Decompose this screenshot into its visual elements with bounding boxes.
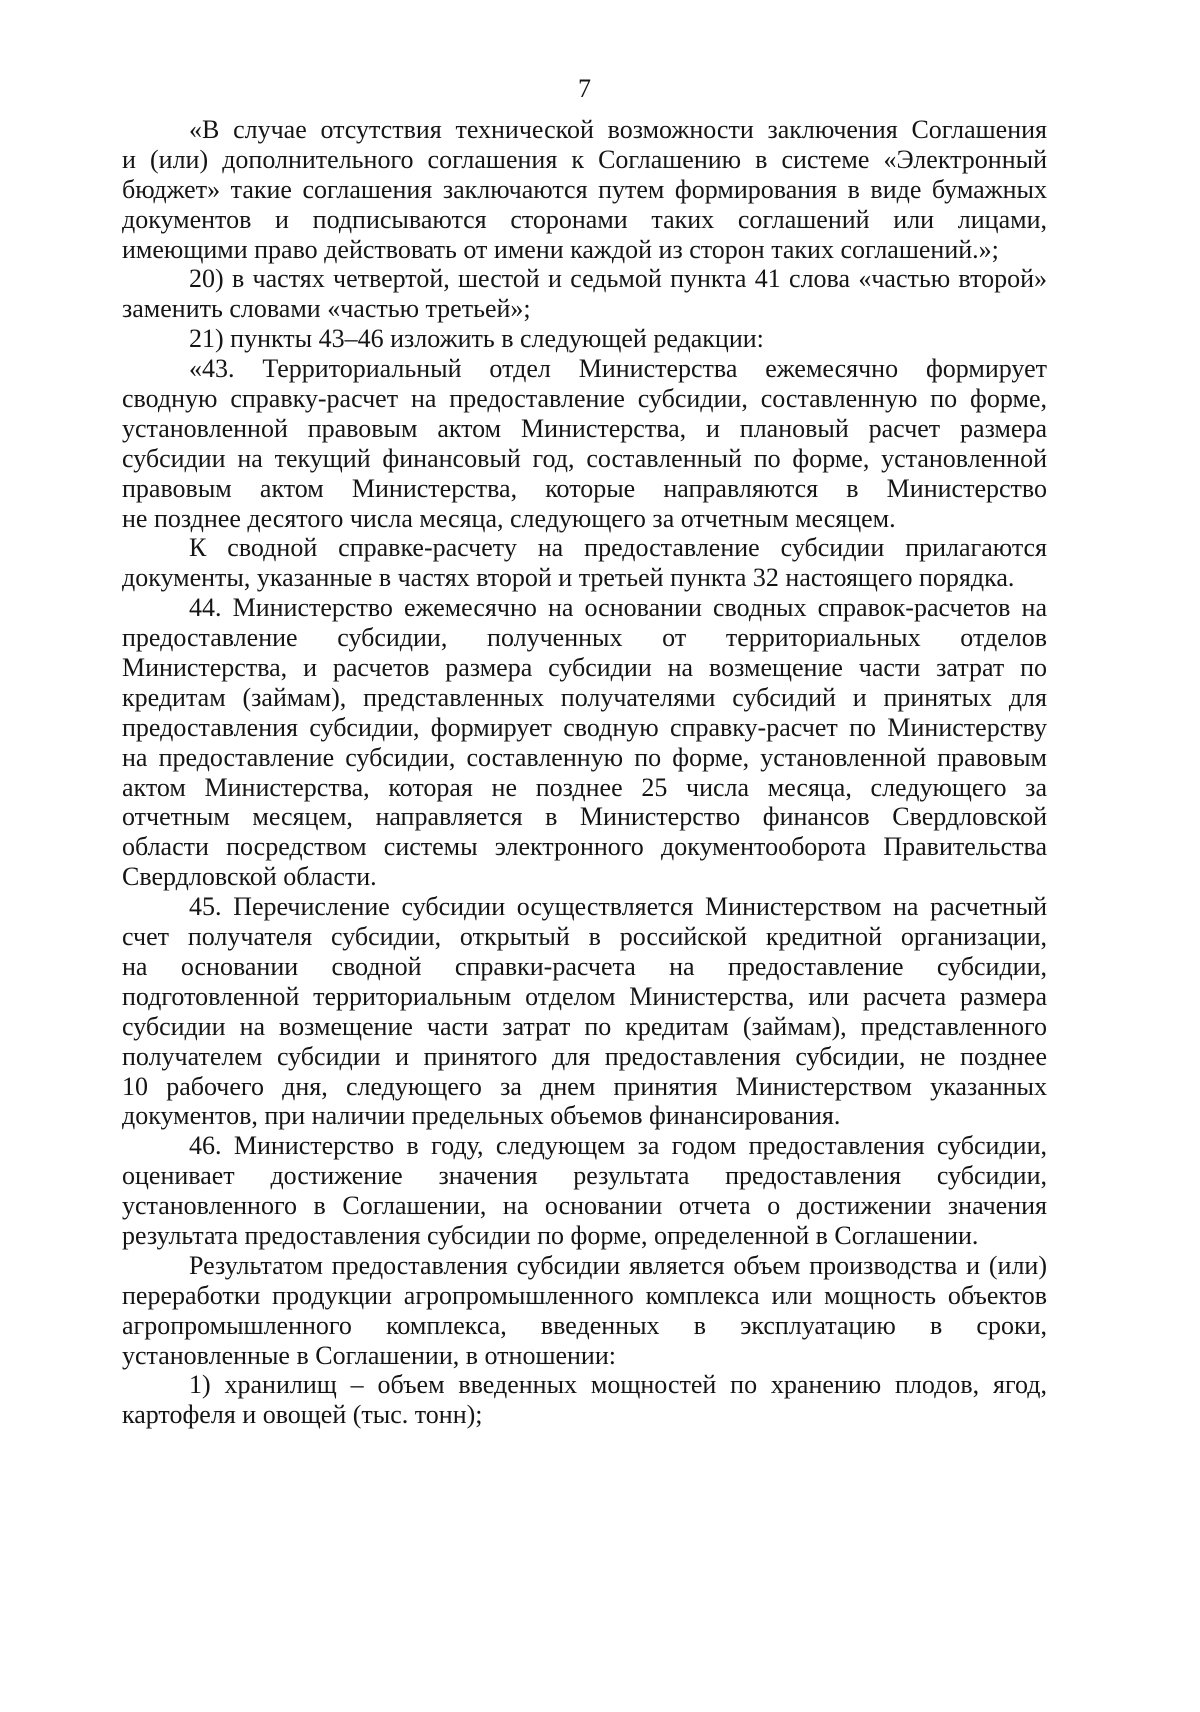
paragraph [122, 593, 1047, 892]
text-line: 20) в частях четвертой, шестой и седьмой пункта 41 слова «частью второй» [189, 264, 1047, 294]
text-line: 21) пункты 43–46 изложить в следующей редакции: [189, 324, 764, 354]
text-line: результата предоставления субсидии по форме, определенной в Соглашении. [122, 1220, 979, 1250]
text-line: сводную справку-расчет на предоставление субсидии, составленную по форме, [122, 384, 1047, 414]
text-line: и (или) дополнительного соглашения к Соглашению в системе «Электронный [122, 144, 1047, 174]
text-line: субсидии на текущий финансовый год, составленный по форме, установленной [122, 443, 1047, 473]
text-line: установленные в Соглашении, в отношении: [122, 1340, 616, 1370]
text-line: получателем субсидии и принятого для предоставления субсидии, не позднее [122, 1041, 1047, 1071]
text-line: 44. Министерство ежемесячно на основании сводных справок-расчетов на [189, 593, 1047, 623]
text-line: агропромышленного комплекса, введенных в эксплуатацию в сроки, [122, 1310, 1047, 1340]
text-line: 45. Перечисление субсидии осуществляется Министерством на расчетный [189, 892, 1047, 922]
text-line: не позднее десятого числа месяца, следующего за отчетным месяцем. [122, 503, 896, 533]
text-line: картофеля и овощей (тыс. тонн); [122, 1400, 483, 1430]
text-line: актом Министерства, которая не позднее 25 числа месяца, следующего за [122, 772, 1047, 802]
paragraph [122, 324, 1047, 354]
document-body [122, 115, 1047, 1430]
paragraph [122, 1251, 1047, 1371]
text-line: области посредством системы электронного документооборота Правительства [122, 832, 1047, 862]
text-line: установленного в Соглашении, на основании отчета о достижении значения [122, 1191, 1047, 1221]
text-line: правовым актом Министерства, которые направляются в Министерство [122, 473, 1047, 503]
paragraph [122, 892, 1047, 1131]
text-line: переработки продукции агропромышленного комплекса или мощность объектов [122, 1280, 1047, 1310]
text-line: Министерства, и расчетов размера субсидии на возмещение части затрат по [122, 653, 1047, 683]
text-line: установленной правовым актом Министерства, и плановый расчет размера [122, 413, 1047, 443]
text-line: документов, при наличии предельных объемов финансирования. [122, 1101, 841, 1131]
paragraph [122, 1131, 1047, 1251]
text-line: документы, указанные в частях второй и третьей пункта 32 настоящего порядка. [122, 563, 1015, 593]
paragraph [122, 354, 1047, 533]
text-line: Свердловской области. [122, 862, 377, 892]
paragraph [122, 264, 1047, 324]
text-line: 1) хранилищ – объем введенных мощностей по хранению плодов, ягод, [189, 1370, 1047, 1400]
page-number: 7 [578, 74, 591, 103]
text-line: предоставления субсидии, формирует сводную справку-расчет по Министерству [122, 712, 1047, 742]
paragraph [122, 115, 1047, 264]
text-line: К сводной справке-расчету на предоставление субсидии прилагаются [189, 533, 1047, 563]
text-line: «В случае отсутствия технической возможности заключения Соглашения [189, 115, 1047, 144]
text-line: кредитам (займам), представленных получателями субсидий и принятых для [122, 682, 1047, 712]
text-line: отчетным месяцем, направляется в Министерство финансов Свердловской [122, 802, 1047, 832]
text-line: бюджет» такие соглашения заключаются путем формирования в виде бумажных [122, 174, 1047, 204]
text-line: на основании сводной справки-расчета на предоставление субсидии, [122, 951, 1047, 981]
text-line: 46. Министерство в году, следующем за годом предоставления субсидии, [189, 1131, 1047, 1161]
text-line: Результатом предоставления субсидии является объем производства и (или) [189, 1250, 1047, 1280]
text-line: 10 рабочего дня, следующего за днем принятия Министерством указанных [122, 1071, 1047, 1101]
paragraph [122, 1370, 1047, 1430]
text-line: субсидии на возмещение части затрат по кредитам (займам), представленного [122, 1011, 1047, 1041]
text-line: подготовленной территориальным отделом Министерства, или расчета размера [122, 981, 1047, 1011]
text-line: оценивает достижение значения результата предоставления субсидии, [122, 1161, 1047, 1191]
text-line: документов и подписываются сторонами таких соглашений или лицами, [122, 204, 1047, 234]
text-line: «43. Территориальный отдел Министерства ежемесячно формирует [189, 354, 1047, 384]
text-line: предоставление субсидии, полученных от территориальных отделов [122, 623, 1047, 653]
text-line: имеющими право действовать от имени каждой из сторон таких соглашений.»; [122, 234, 999, 264]
paragraph [122, 533, 1047, 593]
text-line: на предоставление субсидии, составленную по форме, установленной правовым [122, 742, 1047, 772]
text-line: счет получателя субсидии, открытый в российской кредитной организации, [122, 922, 1047, 952]
text-line: заменить словами «частью третьей»; [122, 294, 531, 324]
